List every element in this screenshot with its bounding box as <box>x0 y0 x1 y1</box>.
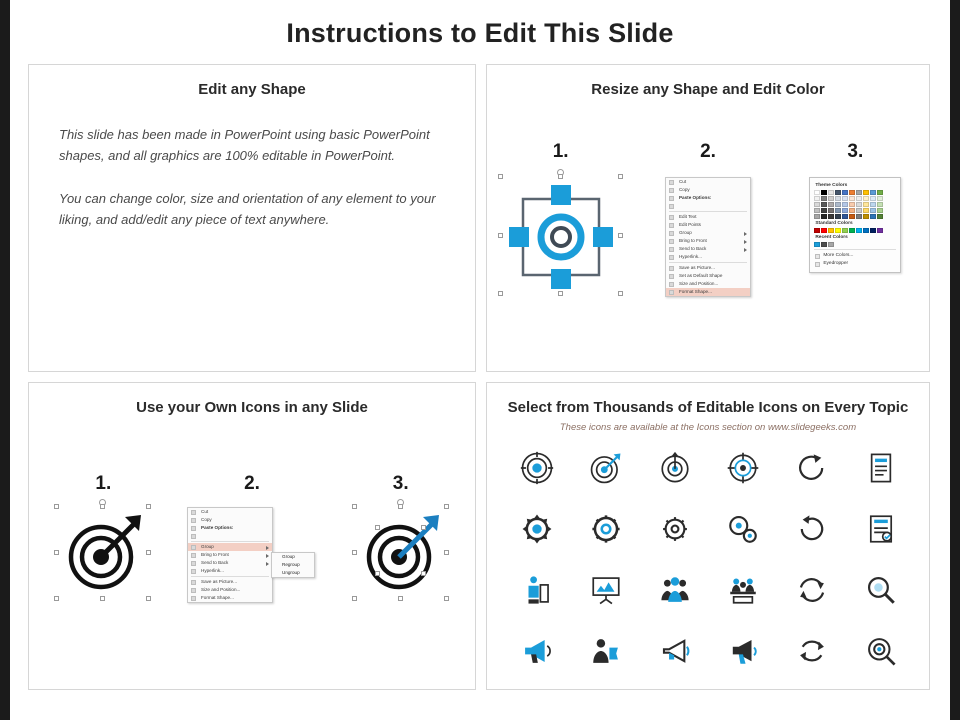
panel-own-icons <box>28 382 476 690</box>
eyedropper-icon <box>815 262 820 267</box>
cut-icon <box>669 180 674 185</box>
menu-item-label: Size and Position... <box>678 281 719 286</box>
chevron-right-icon <box>744 240 747 244</box>
target-circles-icon[interactable] <box>520 451 554 485</box>
theme-colors-row-2[interactable] <box>814 196 896 201</box>
checklist-document-icon[interactable] <box>864 512 898 546</box>
own-icons-step-1: 1. <box>95 473 112 494</box>
group-submenu[interactable] <box>271 552 315 578</box>
target-magnifier-icon[interactable] <box>864 634 898 668</box>
edit-text-icon <box>669 215 674 220</box>
chevron-right-icon <box>744 248 747 252</box>
panel-edit-shape-paragraph-1: This slide has been made in PowerPoint using basic PowerPoint shapes, and all graphics are 100% editable in PowerPoint. <box>59 127 430 163</box>
menu-item-label: Send to Back <box>678 246 707 251</box>
own-icons-step-2: 2. <box>244 473 260 494</box>
menu-item-label: Paste Options: <box>678 195 712 200</box>
resize-handle-bottom-center[interactable] <box>100 596 105 601</box>
megaphone-alt-icon[interactable] <box>726 634 760 668</box>
target-arrow-alt-icon[interactable] <box>658 451 692 485</box>
color-swatch[interactable] <box>814 214 820 219</box>
color-swatch[interactable] <box>835 228 841 233</box>
color-swatch[interactable] <box>814 190 820 195</box>
color-swatch[interactable] <box>849 202 855 207</box>
color-swatch[interactable] <box>835 190 841 195</box>
color-swatch[interactable] <box>835 214 841 219</box>
resize-handle-middle-left[interactable] <box>498 233 503 238</box>
color-swatch[interactable] <box>814 208 820 213</box>
format-shape-icon <box>669 290 674 295</box>
more-colors-item[interactable] <box>814 252 896 260</box>
resize-handle-middle-right[interactable] <box>444 550 449 555</box>
color-swatch[interactable] <box>856 214 862 219</box>
slide-right-border <box>950 0 960 720</box>
own-icons-figure-menu <box>178 507 327 637</box>
theme-colors-label: Theme Colors <box>815 183 848 188</box>
cut-icon <box>191 510 196 515</box>
resize-handle-top-center[interactable] <box>100 504 105 509</box>
color-swatch[interactable] <box>877 208 883 213</box>
menu-item-bring-to-front[interactable] <box>188 551 272 559</box>
submenu-item-label: Regroup <box>282 562 300 567</box>
menu-item-size-and-position[interactable] <box>188 586 272 594</box>
refresh-circle-icon[interactable] <box>795 512 829 546</box>
menu-item-label: Copy <box>201 517 212 522</box>
gear-small-icon[interactable] <box>658 512 692 546</box>
menu-item-label: Group <box>201 544 214 549</box>
recycle-arrows-icon[interactable] <box>795 634 829 668</box>
hyperlink-icon <box>191 569 196 574</box>
color-swatch[interactable] <box>842 196 848 201</box>
menu-item-label: Bring to Front <box>201 552 229 557</box>
menu-item-size-and-position[interactable] <box>666 280 750 288</box>
copy-icon <box>191 518 196 523</box>
more-colors-label: More Colors... <box>823 253 854 258</box>
menu-item-paste-options[interactable] <box>666 194 750 202</box>
menu-item-label: Hyperlink... <box>678 254 702 259</box>
paste-icon <box>669 196 674 201</box>
resize-steps-row <box>487 141 929 163</box>
context-menu[interactable] <box>665 177 751 297</box>
resize-handle-middle-right[interactable] <box>146 550 151 555</box>
bring-to-front-icon <box>669 239 674 244</box>
color-swatch[interactable] <box>856 208 862 213</box>
color-swatch[interactable] <box>863 196 869 201</box>
submenu-item-regroup[interactable] <box>272 561 314 569</box>
save-picture-icon <box>191 580 196 585</box>
color-swatch[interactable] <box>877 196 883 201</box>
chevron-right-icon <box>266 554 269 558</box>
color-swatch[interactable] <box>828 214 834 219</box>
color-swatch[interactable] <box>814 196 820 201</box>
theme-colors-row-5[interactable] <box>814 214 896 219</box>
color-swatch[interactable] <box>863 208 869 213</box>
color-swatch[interactable] <box>870 190 876 195</box>
color-swatch[interactable] <box>821 242 827 247</box>
resize-handle-bottom-right[interactable] <box>618 291 623 296</box>
paste-keep-formatting-icon <box>191 534 196 539</box>
gear-outline-icon[interactable] <box>589 512 623 546</box>
menu-item-label: Save as Picture... <box>678 265 715 270</box>
save-picture-icon <box>669 266 674 271</box>
panel-icon-library-title: Select from Thousands of Editable Icons on Every Topic <box>507 399 909 416</box>
chevron-right-icon <box>744 232 747 236</box>
color-swatch[interactable] <box>835 202 841 207</box>
menu-item-group[interactable] <box>188 543 272 551</box>
resize-handle-top-left[interactable] <box>498 174 503 179</box>
gears-pair-icon[interactable] <box>726 512 760 546</box>
size-position-icon <box>191 588 196 593</box>
menu-item-edit-text[interactable] <box>666 213 750 221</box>
submenu-item-group[interactable] <box>272 553 314 561</box>
resize-step-1: 1. <box>552 141 569 162</box>
color-swatch[interactable] <box>821 214 827 219</box>
resize-figures-row <box>487 177 929 297</box>
resize-figure-shape <box>487 177 634 295</box>
chevron-right-icon <box>266 546 269 550</box>
color-swatch[interactable] <box>814 242 820 247</box>
color-swatch[interactable] <box>842 202 848 207</box>
resize-handle-bottom-left[interactable] <box>352 596 357 601</box>
menu-item-label: Cut <box>201 509 209 514</box>
panel-icon-library-subtitle: These icons are available at the Icons section on www.slidegeeks.com <box>559 422 857 433</box>
color-swatch[interactable] <box>863 214 869 219</box>
recent-colors-row[interactable] <box>814 242 896 247</box>
submenu-item-ungroup[interactable] <box>272 569 314 577</box>
magnifier-icon[interactable] <box>864 573 898 607</box>
menu-paste-icon-row[interactable] <box>666 202 750 210</box>
menu-separator <box>669 262 747 263</box>
chevron-right-icon <box>266 562 269 566</box>
menu-separator <box>191 576 269 577</box>
color-swatch[interactable] <box>842 208 848 213</box>
target-arrow-icon[interactable] <box>589 451 623 485</box>
color-swatch[interactable] <box>814 202 820 207</box>
menu-item-label: Save as Picture... <box>201 579 238 584</box>
color-swatch[interactable] <box>842 190 848 195</box>
eyedropper-label: Eyedropper <box>823 261 849 266</box>
resize-handle-top-left[interactable] <box>352 504 357 509</box>
document-list-icon[interactable] <box>864 451 898 485</box>
resize-handle-top-right[interactable] <box>146 504 151 509</box>
menu-item-label: Edit Points <box>678 222 701 227</box>
panel-resize-shape <box>486 64 930 372</box>
color-swatch[interactable] <box>863 202 869 207</box>
format-shape-icon <box>191 596 196 601</box>
resize-step-3: 3. <box>847 141 864 162</box>
bring-to-front-icon <box>191 553 196 558</box>
menu-separator <box>191 541 269 542</box>
presentation-board-icon[interactable] <box>589 573 623 607</box>
sub-handle[interactable] <box>421 571 426 576</box>
resize-handle-middle-right[interactable] <box>618 233 623 238</box>
color-swatch[interactable] <box>849 228 855 233</box>
resize-handle-top-right[interactable] <box>618 174 623 179</box>
color-swatch[interactable] <box>821 196 827 201</box>
color-swatch[interactable] <box>877 228 883 233</box>
color-swatch[interactable] <box>870 208 876 213</box>
menu-item-group[interactable] <box>666 229 750 237</box>
menu-item-bring-to-front[interactable] <box>666 237 750 245</box>
own-icons-figure-target <box>29 507 178 599</box>
resize-handle-bottom-center[interactable] <box>558 291 563 296</box>
panel-edit-shape-title: Edit any Shape <box>198 81 306 98</box>
color-swatch[interactable] <box>856 202 862 207</box>
theme-colors-row-1[interactable] <box>814 190 896 195</box>
paste-icon <box>191 526 196 531</box>
panel-own-icons-title: Use your Own Icons in any Slide <box>136 399 368 416</box>
target-arrow-icon <box>355 507 447 599</box>
menu-item-label: Copy <box>678 187 690 192</box>
resize-handle-bottom-right[interactable] <box>146 596 151 601</box>
menu-item-label: Paste Options: <box>201 525 234 530</box>
color-swatch[interactable] <box>863 190 869 195</box>
send-to-back-icon <box>191 561 196 566</box>
color-swatch[interactable] <box>856 228 862 233</box>
resize-handle-top-right[interactable] <box>444 504 449 509</box>
color-swatch[interactable] <box>842 214 848 219</box>
resize-handle-bottom-left[interactable] <box>498 291 503 296</box>
ungrouped-selection-box <box>355 507 447 599</box>
color-swatch[interactable] <box>835 208 841 213</box>
color-swatch[interactable] <box>849 208 855 213</box>
menu-item-label: Cut <box>678 179 687 184</box>
cycle-arrows-icon[interactable] <box>795 573 829 607</box>
color-swatch[interactable] <box>828 208 834 213</box>
resize-handle-bottom-center[interactable] <box>398 596 403 601</box>
color-swatch[interactable] <box>856 196 862 201</box>
slide-left-border <box>0 0 10 720</box>
send-to-back-icon <box>669 247 674 252</box>
menu-item-send-to-back[interactable] <box>666 245 750 253</box>
size-position-icon <box>669 282 674 287</box>
color-picker[interactable] <box>809 177 901 273</box>
color-swatch[interactable] <box>828 202 834 207</box>
standard-colors-label: Standard Colors <box>815 221 853 226</box>
selection-box <box>57 507 149 599</box>
color-swatch[interactable] <box>870 202 876 207</box>
menu-item-label: Group <box>678 230 692 235</box>
team-meeting-icon[interactable] <box>726 573 760 607</box>
menu-item-label: Edit Text <box>678 214 697 219</box>
panel-resize-shape-title: Resize any Shape and Edit Color <box>591 81 825 98</box>
color-swatch[interactable] <box>863 228 869 233</box>
color-swatch[interactable] <box>821 190 827 195</box>
color-swatch[interactable] <box>849 190 855 195</box>
resize-handle-top-center[interactable] <box>558 174 563 179</box>
color-swatch[interactable] <box>821 202 827 207</box>
resize-handle-top-center[interactable] <box>398 504 403 509</box>
standard-colors-row[interactable] <box>814 228 896 233</box>
own-icons-figures-row <box>29 507 475 637</box>
paste-keep-formatting-icon <box>669 204 674 209</box>
color-swatch[interactable] <box>814 228 820 233</box>
page-title: Instructions to Edit This Slide <box>286 18 674 48</box>
resize-step-2: 2. <box>700 141 716 162</box>
sub-handle[interactable] <box>421 525 426 530</box>
edit-points-icon <box>669 223 674 228</box>
menu-paste-icon-row[interactable] <box>188 532 272 540</box>
hyperlink-icon <box>669 255 674 260</box>
menu-item-label: Size and Position... <box>201 587 241 592</box>
bullhorn-icon[interactable] <box>658 634 692 668</box>
menu-item-label: Hyperlink... <box>201 568 224 573</box>
color-swatch[interactable] <box>849 196 855 201</box>
panel-edit-shape-paragraph-2: You can change color, size and orientation of any element to your liking, and add/edit any piece of text anywhere. <box>59 191 436 227</box>
group-icon <box>191 545 196 550</box>
menu-item-cut[interactable] <box>666 178 750 186</box>
editable-shape-graphic <box>501 177 621 295</box>
own-icons-step-3: 3. <box>392 473 409 494</box>
resize-handle-bottom-left[interactable] <box>54 596 59 601</box>
menu-item-label: Format Shape... <box>201 595 234 600</box>
resize-handle-middle-left[interactable] <box>54 550 59 555</box>
menu-item-label: Format Shape... <box>678 289 712 294</box>
own-icons-steps-row <box>29 473 475 495</box>
palette-icon <box>815 254 820 259</box>
menu-item-hyperlink[interactable] <box>666 253 750 261</box>
group-people-icon[interactable] <box>658 573 692 607</box>
recent-colors-label: Recent Colors <box>815 235 848 240</box>
menu-item-format-shape[interactable] <box>188 594 272 602</box>
target-arrow-icon <box>57 507 149 599</box>
resize-handle-middle-left[interactable] <box>352 550 357 555</box>
menu-item-format-shape[interactable] <box>666 288 750 296</box>
color-swatch[interactable] <box>828 196 834 201</box>
icon-grid <box>503 437 915 681</box>
color-swatch[interactable] <box>856 190 862 195</box>
gear-icon[interactable] <box>520 512 554 546</box>
menu-item-copy[interactable] <box>666 186 750 194</box>
menu-item-save-as-picture[interactable] <box>188 578 272 586</box>
color-swatch[interactable] <box>828 190 834 195</box>
megaphone-icon[interactable] <box>520 634 554 668</box>
menu-item-label: Set as Default Shape <box>678 273 723 278</box>
eyedropper-item[interactable] <box>814 260 896 268</box>
menu-item-paste-options[interactable] <box>188 524 272 532</box>
color-swatch[interactable] <box>877 214 883 219</box>
group-icon <box>669 231 674 236</box>
person-podium-icon[interactable] <box>520 573 554 607</box>
color-swatch[interactable] <box>870 214 876 219</box>
color-swatch[interactable] <box>828 228 834 233</box>
menu-item-send-to-back[interactable] <box>188 559 272 567</box>
sub-handle[interactable] <box>375 525 380 530</box>
context-menu[interactable] <box>187 507 273 603</box>
menu-item-hyperlink[interactable] <box>188 567 272 575</box>
color-swatch[interactable] <box>842 228 848 233</box>
person-speaking-icon[interactable] <box>589 634 623 668</box>
theme-colors-row-4[interactable] <box>814 208 896 213</box>
panel-icon-library <box>486 382 930 690</box>
menu-item-label: Send to Back <box>201 560 229 565</box>
color-swatch[interactable] <box>849 214 855 219</box>
resize-figure-color-picker <box>782 177 929 273</box>
target-crosshair-icon[interactable] <box>726 451 760 485</box>
color-swatch[interactable] <box>870 228 876 233</box>
panel-edit-shape <box>28 64 476 372</box>
menu-item-save-as-picture[interactable] <box>666 264 750 272</box>
default-shape-icon <box>669 274 674 279</box>
color-swatch[interactable] <box>877 202 883 207</box>
color-swatch[interactable] <box>870 196 876 201</box>
menu-item-edit-points[interactable] <box>666 221 750 229</box>
color-swatch[interactable] <box>821 228 827 233</box>
resize-handle-bottom-right[interactable] <box>444 596 449 601</box>
theme-colors-row-3[interactable] <box>814 202 896 207</box>
submenu-item-label: Group <box>282 554 295 559</box>
color-swatch[interactable] <box>835 196 841 201</box>
own-icons-figure-ungrouped <box>326 507 475 599</box>
color-swatch[interactable] <box>877 190 883 195</box>
menu-item-copy[interactable] <box>188 516 272 524</box>
menu-item-set-default-shape[interactable] <box>666 272 750 280</box>
resize-figure-menu <box>634 177 781 297</box>
menu-separator <box>669 211 747 212</box>
color-swatch[interactable] <box>821 208 827 213</box>
menu-item-label: Bring to Front <box>678 238 707 243</box>
selection-box <box>501 177 621 295</box>
resize-handle-top-left[interactable] <box>54 504 59 509</box>
submenu-item-label: Ungroup <box>282 570 300 575</box>
color-swatch[interactable] <box>828 242 834 247</box>
refresh-clockwise-icon[interactable] <box>795 451 829 485</box>
menu-item-cut[interactable] <box>188 508 272 516</box>
copy-icon <box>669 188 674 193</box>
picker-divider <box>814 249 896 250</box>
sub-handle[interactable] <box>375 571 380 576</box>
